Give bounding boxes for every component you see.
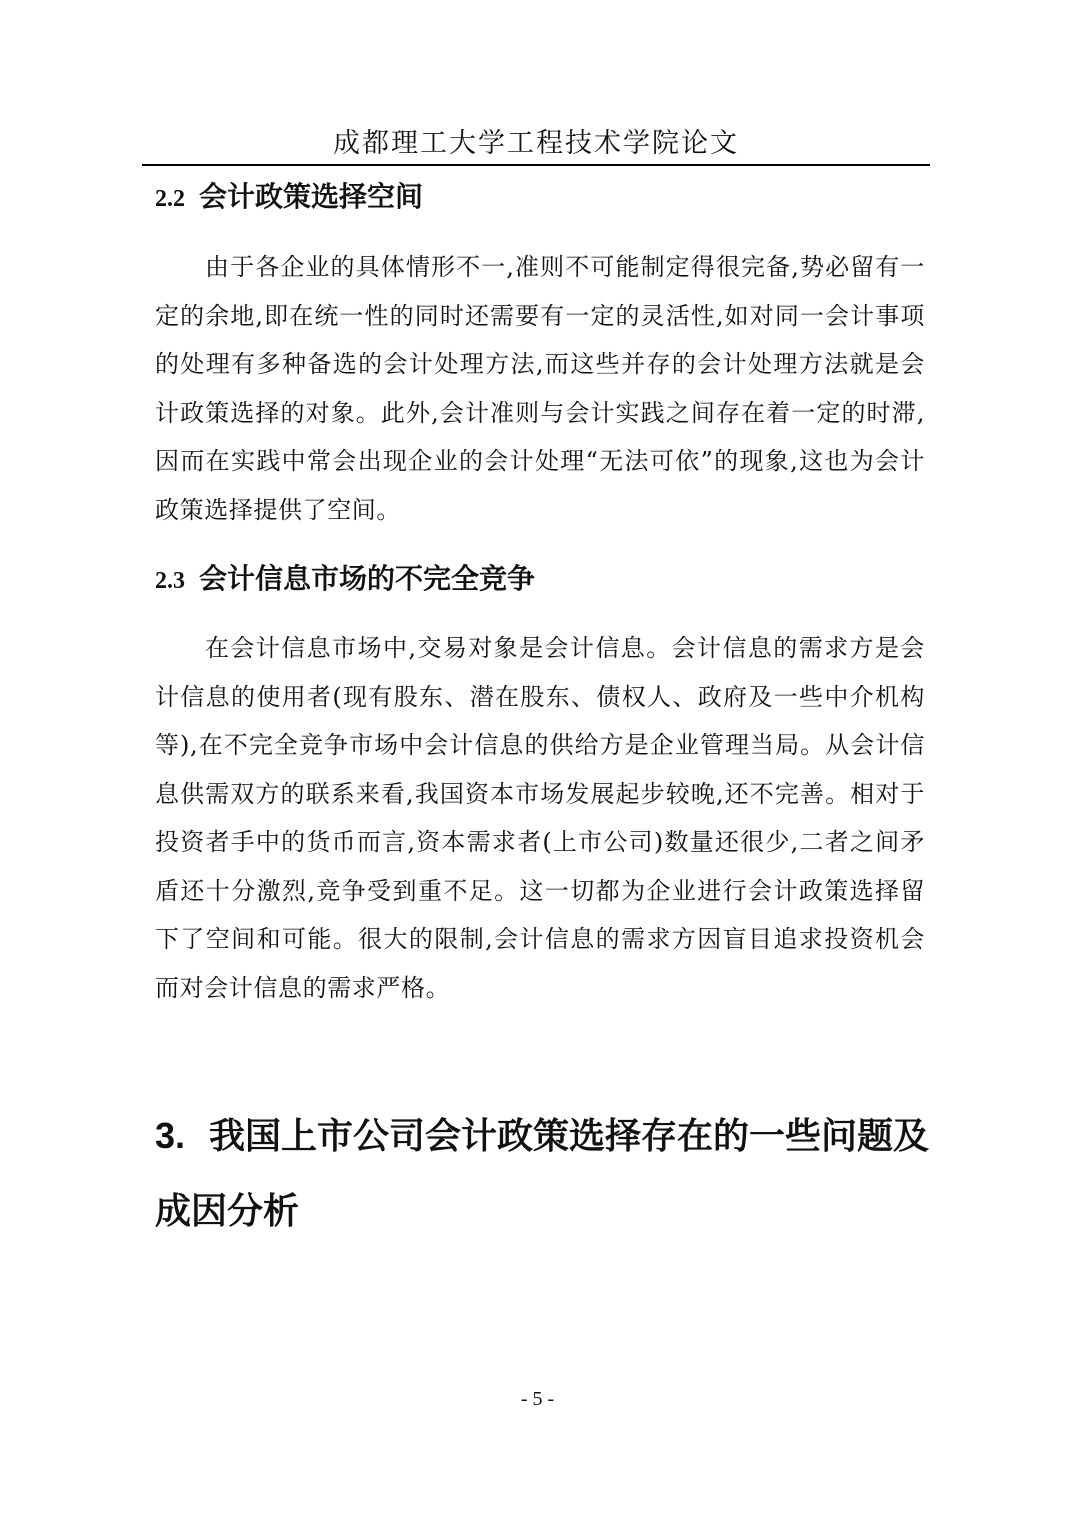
chapter-title: 我国上市公司会计政策选择存在的一些问题及成因分析: [155, 1116, 930, 1232]
section-heading-2-2: [155, 175, 925, 219]
section-title: 会计信息市场的不完全竞争: [199, 562, 536, 595]
section-heading-2-3: [155, 557, 925, 601]
section-number: 2.2: [155, 186, 185, 212]
header-divider: [142, 164, 930, 166]
page-number: - 5 -: [520, 1388, 555, 1410]
section-title: 会计政策选择空间: [199, 180, 424, 213]
chapter-heading: [155, 1098, 935, 1249]
section-number: 2.3: [155, 568, 185, 594]
page-header: 成都理工大学工程技术学院论文: [333, 128, 739, 159]
section-paragraph: 由于各企业的具体情形不一,准则不可能制定得很完备,势必留有一定的余地,即在统一性的同时还需要有一定的灵活性,如对同一会计事项的处理有多种备选的会计处理方法,而这些并存的会计处理方法就是会计政策选择的对象。此外,会计准则与会计实践之间存在着一定的时滞,因而在实践中常会出现企业的会计处理“无法可依”的现象,这也为会计政策选择提供了空间。: [155, 253, 925, 524]
section-paragraph: 在会计信息市场中,交易对象是会计信息。会计信息的需求方是会计信息的使用者(现有股东、潜在股东、债权人、政府及一些中介机构等),在不完全竞争市场中会计信息的供给方是企业管理当局。从会计信息供需双方的联系来看,我国资本市场发展起步较晚,还不完善。相对于投资者手中的货币而言,资本需求者(上市公司)数量还很少,二者之间矛盾还十分激烈,竞争受到重不足。这一切都为企业进行会计政策选择留下了空间和可能。很大的限制,会计信息的需求方因盲目追求投资机会而对会计信息的需求严格。: [155, 634, 925, 1002]
chapter-number: 3.: [155, 1115, 186, 1156]
